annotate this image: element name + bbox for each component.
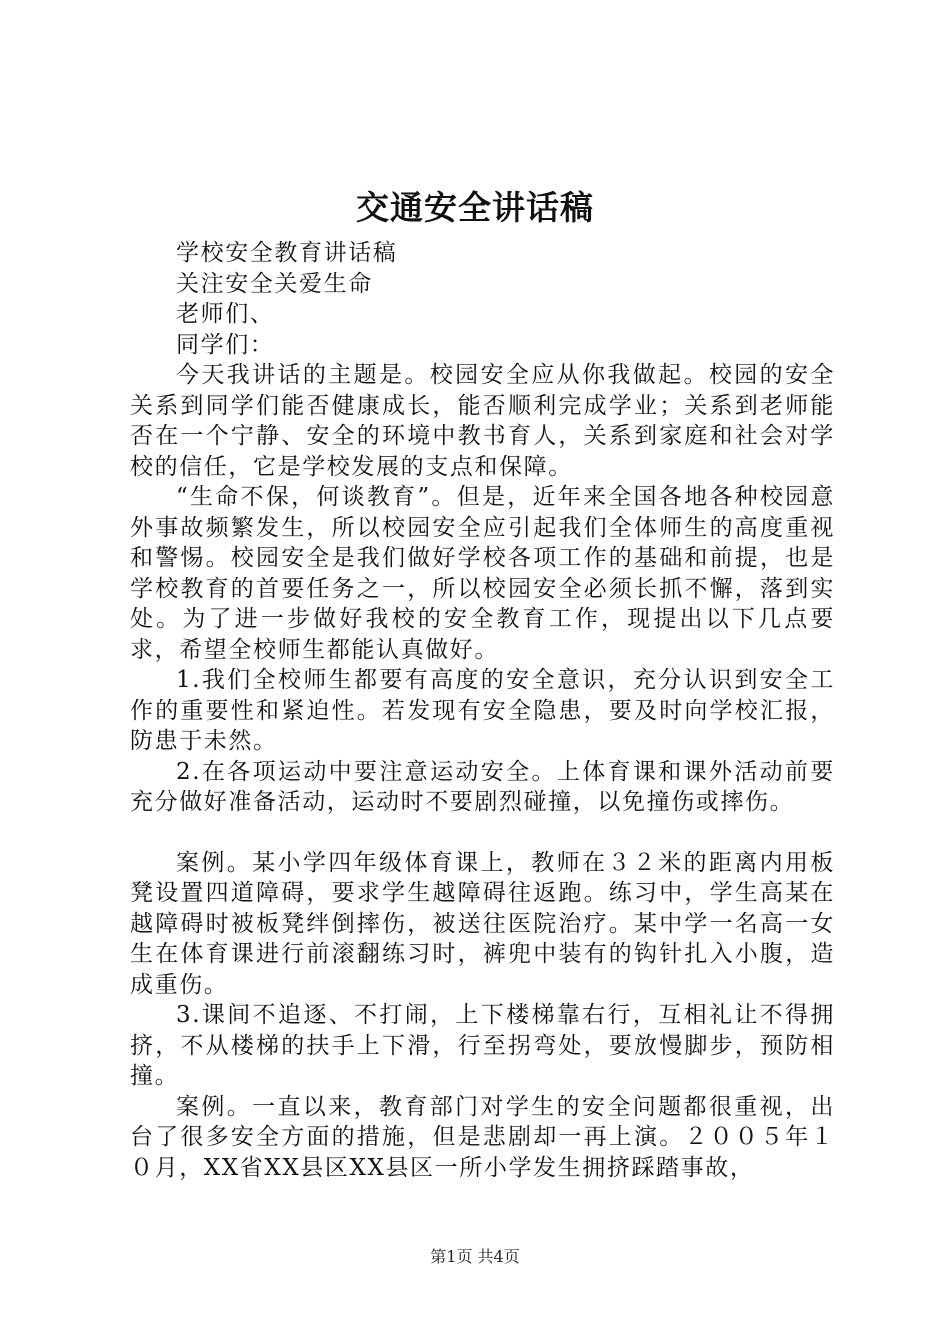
paragraph-case-1: 案例。某小学四年级体育课上，教师在３２米的距离内用板凳设置四道障碍，要求学生越障碍往返跑。练习中，学生高某在越障碍时被板凳绊倒摔伤，被送往医院治疗。某中学一名高一女生在体育课进行前滚翻练习时，裤兜中装有的钩针扎入小腹，造成重伤。 [130, 849, 835, 998]
document-title: 交通安全讲话稿 [356, 188, 594, 227]
paragraph-case-2: 案例。一直以来，教育部门对学生的安全问题都很重视，出台了很多安全方面的措施，但是悲剧却一再上演。２００５年１０月，XX省XX县区XX县区一所小学发生拥挤踩踏事故， [130, 1093, 835, 1181]
page-number-footer: 第1页 共4页 [430, 1247, 520, 1266]
document-body [130, 238, 835, 1183]
paragraph-heading-school-safety: 学校安全教育讲话稿 [176, 240, 398, 266]
paragraph-subtitle: 关注安全关爱生命 [176, 270, 373, 297]
paragraph-greeting-teachers: 老师们、 [176, 301, 275, 327]
paragraph-greeting-students: 同学们： [176, 331, 275, 358]
paragraph-requirement-1: 1.我们全校师生都要有高度的安全意识，充分认识到安全工作的重要性和紧迫性。若发现有安全隐患，要及时向学校汇报，防患于未然。 [130, 667, 835, 754]
paragraph-requirement-3: 3.课间不追逐、不打闹，上下楼梯靠右行，互相礼让不得拥挤，不从楼梯的扶手上下滑，行至拐弯处，要放慢脚步，预防相撞。 [130, 1002, 835, 1089]
paragraph-topic: 今天我讲话的主题是。校园安全应从你我做起。校园的安全关系到同学们能否健康成长，能否顺利完成学业；关系到老师能否在一个宁静、安全的环境中教书育人，关系到家庭和社会对学校的信任，它是学校发展的支点和保障。 [130, 362, 835, 480]
paragraph-requirement-2: 2.在各项运动中要注意运动安全。上体育课和课外活动前要充分做好准备活动，运动时不要剧烈碰撞，以免撞伤或摔伤。 [130, 758, 835, 815]
paragraph-life-education: “生命不保，何谈教育”。但是，近年来全国各地各种校园意外事故频繁发生，所以校园安全应引起我们全体师生的高度重视和警惕。校园安全是我们做好学校各项工作的基础和前提，也是学校教育的首要任务之一，所以校园安全必须长抓不懈，落到实处。为了进一步做好我校的安全教育工作，现提出以下几点要求，希望全校师生都能认真做好。 [130, 484, 835, 663]
